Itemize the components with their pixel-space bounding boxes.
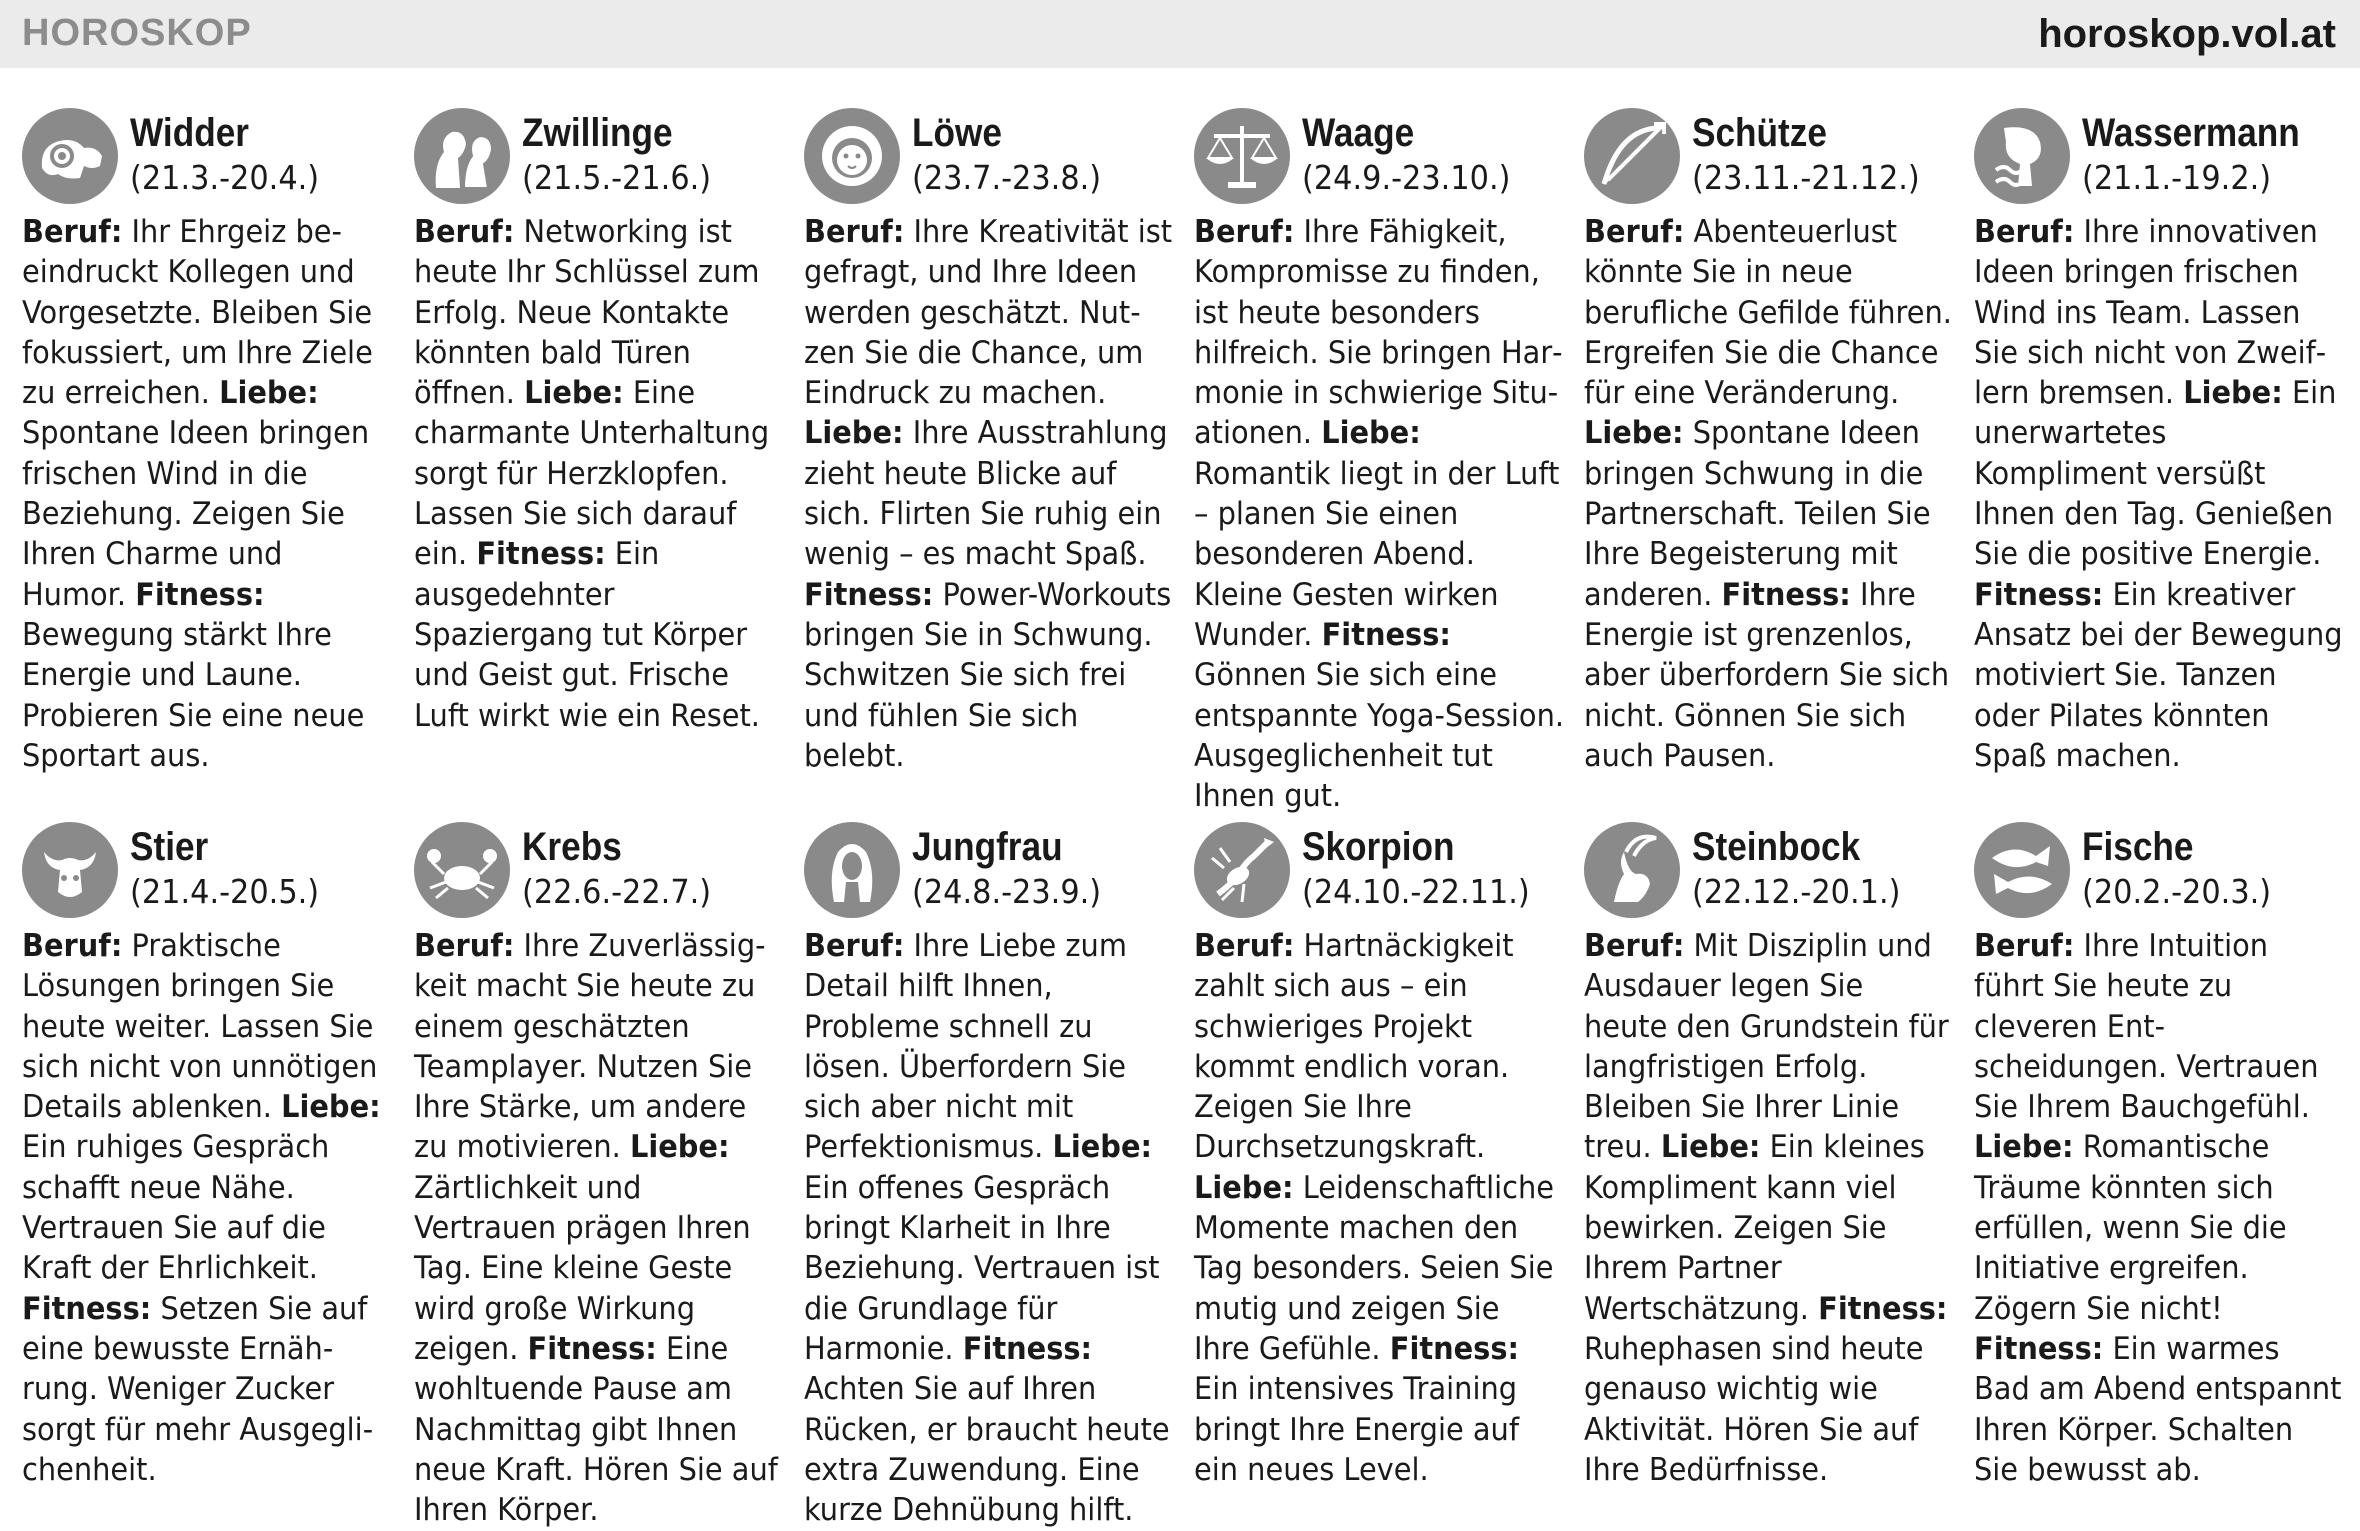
sign-dates: (24.10.-22.11.)	[1302, 872, 1530, 911]
horoscope-text	[22, 926, 392, 1490]
fitness-text: Setzen Sie auf eine bewusste Ernährung. Weniger Zucker sorgt für mehr Ausgeglichenheit.	[22, 1290, 374, 1488]
sign-name: Steinbock	[1692, 825, 1861, 869]
fitness-label: Fitness:	[527, 1330, 657, 1367]
fitness-text: Achten Sie auf Ihren Rücken, er braucht heute extra Zuwendung. Eine kurze Dehnübung hilft.	[804, 1371, 1170, 1529]
liebe-text: Leidenschaftliche Momente machen den Tag besonders. Seien Sie mutig und zeigen Sie Ihre Gefühle.	[1194, 1169, 1554, 1367]
horoscope-text	[414, 212, 784, 736]
bull-icon	[22, 822, 118, 918]
archer-icon	[1584, 108, 1680, 204]
sign-name: Zwillinge	[522, 111, 673, 155]
liebe-text: Spontane Ideen bringen Schwung in die Partnerschaft. Teilen Sie Ihre Begeisterung mit anderen.	[1584, 415, 1931, 613]
beruf-text: Ihre Kreativität ist gefragt, und Ihre Ideen werden geschätzt. Nutzen Sie die Chance, um Eindruck zu machen.	[804, 214, 1173, 412]
fitness-text: Ruhephasen sind heute genauso wichtig wie Aktivität. Hören Sie auf Ihre Bedürfnisse.	[1584, 1330, 1924, 1488]
liebe-label: Liebe:	[1660, 1129, 1761, 1166]
sign-card-schütze	[1584, 108, 1954, 776]
sign-card-fische	[1974, 822, 2344, 1490]
fitness-label: Fitness:	[1974, 576, 2104, 613]
liebe-text: Ein unerwartetes Kompliment versüßt Ihnen den Tag. Genießen Sie die positive Energie.	[1974, 375, 2337, 573]
sign-name: Skorpion	[1302, 825, 1455, 869]
sign-dates: (22.12.-20.1.)	[1692, 872, 1901, 911]
sign-name: Krebs	[522, 825, 622, 869]
liebe-text: Ein offenes Gespräch bringt Klarheit in Ihre Beziehung. Vertrauen ist die Grundlage für Harmonie.	[804, 1169, 1160, 1367]
sign-dates: (21.4.-20.5.)	[130, 872, 320, 911]
liebe-label: Liebe:	[1194, 1169, 1294, 1206]
fitness-label: Fitness:	[22, 1290, 152, 1327]
fitness-label: Fitness:	[804, 576, 934, 613]
sign-card-widder	[22, 108, 392, 776]
beruf-text: Ihre innovativen Ideen bringen frischen Wind ins Team. Lassen Sie sich nicht von Zweiflern bremsen.	[1974, 214, 2327, 412]
sign-header	[22, 108, 392, 212]
sign-header	[1194, 822, 1564, 926]
horoscope-text	[414, 926, 784, 1530]
fitness-text: Ein warmes Bad am Abend entspannt Ihren Körper. Schalten Sie bewusst ab.	[1974, 1330, 2342, 1488]
beruf-label: Beruf:	[22, 214, 123, 250]
liebe-text: Ein ruhiges Gespräch schafft neue Nähe. Vertrauen Sie auf die Kraft der Ehrlichkeit.	[22, 1129, 330, 1287]
beruf-label: Beruf:	[22, 928, 123, 964]
sign-header	[1584, 108, 1954, 212]
beruf-text: Ihre Fähigkeit, Kompromisse zu finden, ist heute besonders hilfreich. Sie bringen Harmonie in schwierige Situationen.	[1194, 214, 1563, 452]
beruf-text: Ihre Intuition führt Sie heute zu cleveren Entscheidungen. Vertrauen Sie Ihrem Bauchgefühl.	[1974, 928, 2319, 1126]
sign-dates: (24.8.-23.9.)	[912, 872, 1102, 911]
sign-name: Widder	[130, 111, 249, 155]
liebe-text: Romantik liegt in der Luft – planen Sie einen besonderen Abend. Kleine Gesten wirken Wunder.	[1194, 455, 1560, 653]
ram-icon	[22, 108, 118, 204]
fitness-text: Eine wohltuende Pause am Nachmittag gibt Ihnen neue Kraft. Hören Sie auf Ihren Körper.	[414, 1330, 778, 1529]
beruf-label: Beruf:	[1974, 214, 2075, 250]
sign-header	[414, 108, 784, 212]
sign-card-zwillinge	[414, 108, 784, 736]
sign-header	[1974, 822, 2344, 926]
horoscope-text	[1194, 926, 1564, 1490]
beruf-text: Hartnäckigkeit zahlt sich aus – ein schwieriges Projekt kommt endlich voran. Zeigen Sie Ihre Durchsetzungskraft.	[1194, 928, 1514, 1166]
beruf-label: Beruf:	[414, 214, 515, 250]
sign-card-wassermann	[1974, 108, 2344, 776]
horoscope-text	[1974, 212, 2344, 776]
fitness-text: Power-Workouts bringen Sie in Schwung. Schwitzen Sie sich frei und fühlen Sie sich belebt.	[804, 576, 1172, 774]
sign-dates: (21.3.-20.4.)	[130, 158, 320, 197]
beruf-label: Beruf:	[1194, 928, 1295, 964]
beruf-label: Beruf:	[1974, 928, 2075, 964]
sign-header	[414, 822, 784, 926]
fitness-label: Fitness:	[1818, 1290, 1948, 1327]
liebe-label: Liebe:	[2183, 375, 2283, 412]
sign-name: Löwe	[912, 111, 1002, 155]
section-title: HOROSKOP	[22, 12, 252, 54]
sign-card-waage	[1194, 108, 1564, 816]
fitness-text: Bewegung stärkt Ihre Energie und Laune. Probieren Sie eine neue Sportart aus.	[22, 616, 365, 774]
sign-name: Waage	[1302, 111, 1415, 155]
virgin-icon	[804, 822, 900, 918]
sign-dates: (23.11.-21.12.)	[1692, 158, 1920, 197]
liebe-text: Spontane Ideen bringen frischen Wind in die Beziehung. Zeigen Sie Ihren Charme und Humor.	[22, 415, 370, 613]
sign-header	[804, 822, 1174, 926]
beruf-text: Ihr Ehrgeiz beeindruckt Kollegen und Vorgesetzte. Bleiben Sie fokussiert, um Ihre Ziele zu erreichen.	[22, 214, 373, 412]
fitness-label: Fitness:	[1389, 1330, 1520, 1367]
fish-icon	[1974, 822, 2070, 918]
sign-name: Wassermann	[2082, 111, 2300, 155]
site-url[interactable]: horoskop.vol.at	[2038, 12, 2336, 56]
horoscope-text	[1974, 926, 2344, 1490]
ibex-icon	[1584, 822, 1680, 918]
lion-icon	[804, 108, 900, 204]
crab-icon	[414, 822, 510, 918]
sign-header	[22, 822, 392, 926]
liebe-label: Liebe:	[1974, 1129, 2074, 1166]
beruf-label: Beruf:	[414, 928, 515, 964]
liebe-text: Romantische Träume könnten sich erfüllen, wenn Sie die Initiative ergreifen. Zögern Sie nicht!	[1974, 1129, 2287, 1327]
sign-header	[1194, 108, 1564, 212]
liebe-label: Liebe:	[524, 375, 624, 412]
sign-dates: (21.1.-19.2.)	[2082, 158, 2272, 197]
sign-header	[1974, 108, 2344, 212]
beruf-label: Beruf:	[1584, 928, 1685, 964]
fitness-text: Ein intensives Training bringt Ihre Energie auf ein neues Level.	[1194, 1371, 1519, 1488]
fitness-label: Fitness:	[1321, 616, 1451, 653]
liebe-label: Liebe:	[804, 415, 904, 452]
liebe-text: Eine charmante Unterhaltung sorgt für Herzklopfen. Lassen Sie sich darauf ein.	[414, 375, 770, 573]
sign-card-steinbock	[1584, 822, 1954, 1490]
sign-dates: (23.7.-23.8.)	[912, 158, 1102, 197]
sign-card-löwe	[804, 108, 1174, 776]
horoscope-text	[804, 926, 1174, 1530]
beruf-label: Beruf:	[804, 928, 905, 964]
beruf-label: Beruf:	[1584, 214, 1685, 250]
horoscope-text	[1194, 212, 1564, 816]
fitness-label: Fitness:	[1721, 576, 1851, 613]
liebe-label: Liebe:	[1052, 1129, 1153, 1166]
sign-name: Fische	[2082, 825, 2194, 869]
sign-card-skorpion	[1194, 822, 1564, 1490]
sign-header	[1584, 822, 1954, 926]
beruf-label: Beruf:	[1194, 214, 1295, 250]
fitness-text: Ihre Energie ist grenzenlos, aber überfordern Sie sich nicht. Gönnen Sie sich auch Pausen.	[1584, 576, 1950, 774]
beruf-text: Abenteuerlust könnte Sie in neue berufliche Gefilde führen. Ergreifen Sie die Chance für eine Veränderung.	[1584, 214, 1952, 412]
beruf-text: Praktische Lösungen bringen Sie heute weiter. Lassen Sie sich nicht von unnötigen Details ablenken.	[22, 928, 378, 1126]
horoscope-text	[1584, 926, 1954, 1490]
sign-dates: (20.2.-20.3.)	[2082, 872, 2272, 911]
fitness-label: Fitness:	[476, 536, 606, 573]
liebe-label: Liebe:	[219, 375, 319, 412]
sign-card-krebs	[414, 822, 784, 1530]
sign-dates: (22.6.-22.7.)	[522, 872, 712, 911]
horoscope-text	[22, 212, 392, 776]
beruf-text: Mit Disziplin und Ausdauer legen Sie heute den Grundstein für langfristigen Erfolg. Bleiben Sie Ihrer Linie treu.	[1584, 928, 1949, 1166]
beruf-text: Ihre Liebe zum Detail hilft Ihnen, Probleme schnell zu lösen. Überfordern Sie sich aber nicht mit Perfektionismus.	[804, 928, 1127, 1166]
horoscope-text	[804, 212, 1174, 776]
beruf-text: Ihre Zuverlässigkeit macht Sie heute zu einem geschätzten Teamplayer. Nutzen Sie Ihre Stärke, um andere zu motivieren.	[414, 928, 766, 1166]
sign-header	[804, 108, 1174, 212]
liebe-label: Liebe:	[1321, 415, 1421, 452]
sign-name: Stier	[130, 825, 209, 869]
fitness-text: Gönnen Sie sich eine entspannte Yoga-Session. Ausgeglichenheit tut Ihnen gut.	[1194, 657, 1565, 815]
sign-dates: (21.5.-21.6.)	[522, 158, 712, 197]
liebe-label: Liebe:	[1584, 415, 1684, 452]
scorpion-icon	[1194, 822, 1290, 918]
liebe-text: Ihre Ausstrahlung zieht heute Blicke auf sich. Flirten Sie ruhig ein wenig – es macht Spaß.	[804, 415, 1168, 573]
sign-name: Schütze	[1692, 111, 1827, 155]
fitness-label: Fitness:	[1974, 1330, 2104, 1367]
sign-card-jungfrau	[804, 822, 1174, 1530]
fitness-text: Ein kreativer Ansatz bei der Bewegung motiviert Sie. Tanzen oder Pilates könnten Spaß machen.	[1974, 576, 2343, 774]
water-bearer-icon	[1974, 108, 2070, 204]
liebe-label: Liebe:	[281, 1089, 381, 1126]
sign-name: Jungfrau	[912, 825, 1063, 869]
twins-icon	[414, 108, 510, 204]
fitness-text: Ein ausgedehnter Spaziergang tut Körper und Geist gut. Frische Luft wirkt wie ein Reset.	[414, 536, 760, 734]
liebe-label: Liebe:	[629, 1129, 730, 1166]
beruf-text: Networking ist heute Ihr Schlüssel zum Erfolg. Neue Kontakte könnten bald Türen öffnen.	[414, 214, 760, 412]
scales-icon	[1194, 108, 1290, 204]
sign-dates: (24.9.-23.10.)	[1302, 158, 1511, 197]
horoscope-text	[1584, 212, 1954, 776]
beruf-label: Beruf:	[804, 214, 905, 250]
liebe-text: Zärtlichkeit und Vertrauen prägen Ihren Tag. Eine kleine Geste wird große Wirkung zeigen.	[414, 1169, 751, 1367]
fitness-label: Fitness:	[135, 576, 265, 613]
fitness-label: Fitness:	[962, 1330, 1093, 1367]
liebe-text: Ein kleines Kompliment kann viel bewirken. Zeigen Sie Ihrem Partner Wertschätzung.	[1584, 1129, 1925, 1327]
sign-card-stier	[22, 822, 392, 1490]
